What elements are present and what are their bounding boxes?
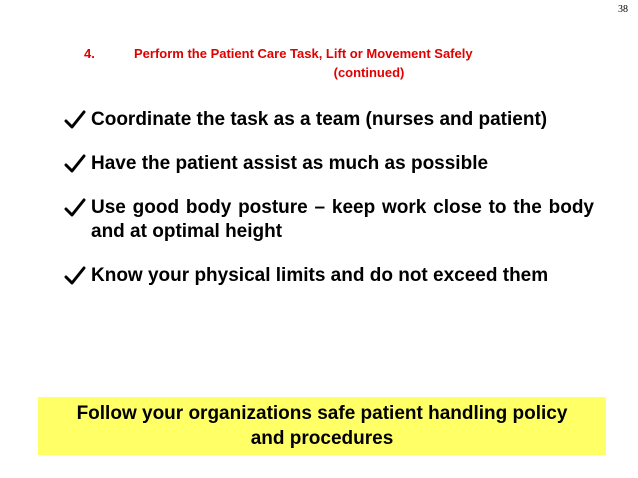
page-number: 38 bbox=[618, 4, 628, 15]
slide-heading bbox=[84, 44, 554, 82]
checkmark-icon bbox=[64, 264, 86, 288]
checkmark-icon bbox=[64, 196, 86, 220]
heading-continuation: (continued) bbox=[333, 65, 405, 80]
bullet-item bbox=[64, 264, 594, 288]
bullet-text: Have the patient assist as much as possible bbox=[91, 153, 489, 174]
bullet-text: Know your physical limits and do not exceed them bbox=[91, 265, 549, 286]
bullet-item bbox=[64, 108, 594, 132]
policy-banner bbox=[38, 397, 606, 455]
banner-line-2: and procedures bbox=[250, 428, 394, 449]
banner-line-1: Follow your organizations safe patient handling policy bbox=[76, 403, 568, 424]
checkmark-icon bbox=[64, 152, 86, 176]
bullet-item bbox=[64, 152, 594, 176]
bullet-list bbox=[64, 108, 594, 308]
bullet-text: Use good body posture – keep work close to the body and at optimal height bbox=[91, 197, 594, 242]
checkmark-icon bbox=[64, 108, 86, 132]
bullet-item bbox=[64, 196, 594, 244]
heading-title: Perform the Patient Care Task, Lift or Movement Safely bbox=[134, 46, 473, 61]
bullet-text: Coordinate the task as a team (nurses and patient) bbox=[91, 109, 548, 130]
heading-number: 4. bbox=[84, 46, 95, 61]
